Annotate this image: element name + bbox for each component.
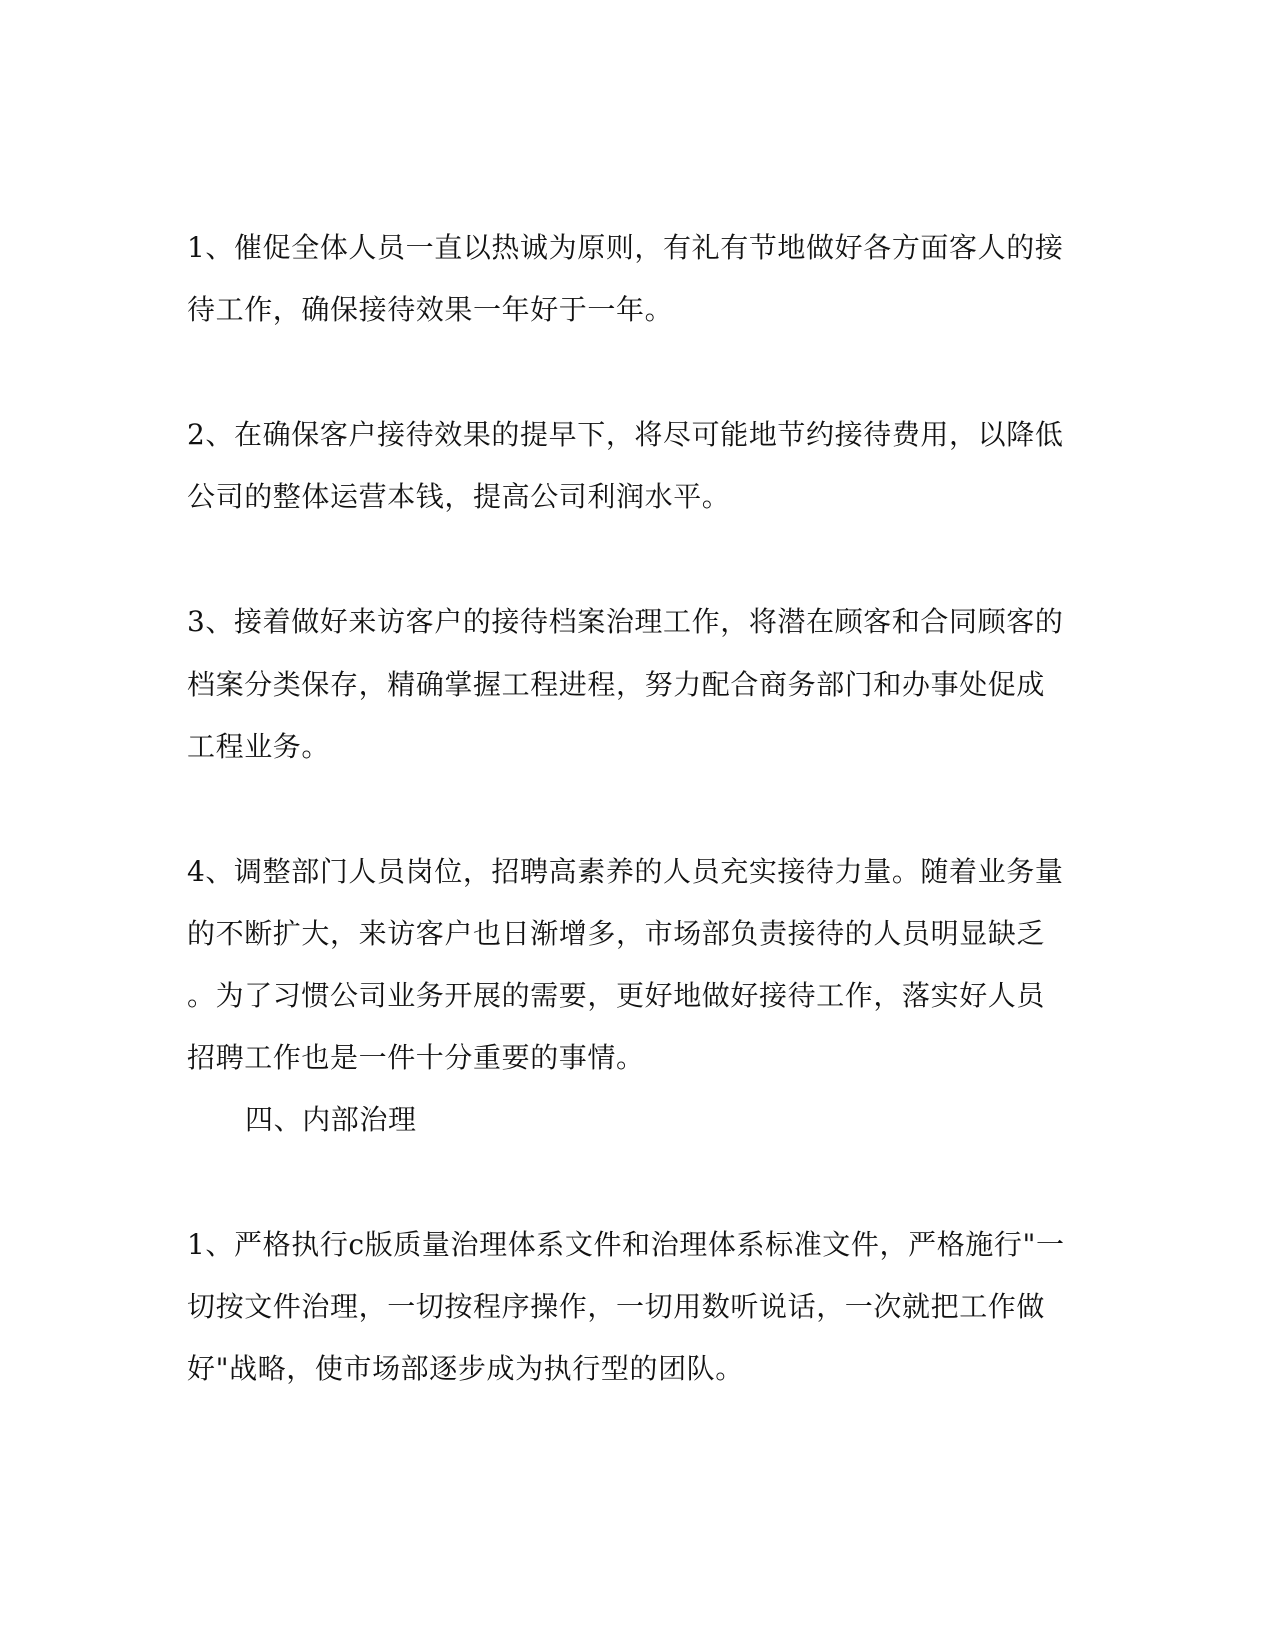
paragraph-4-line-2: 的不断扩大，来访客户也日渐增多，市场部负责接待的人员明显缺乏 bbox=[187, 917, 1046, 950]
section-paragraph-1-line-3: 好"战略，使市场部逐步成为执行型的团队。 bbox=[187, 1352, 744, 1385]
paragraph-2-line-2: 公司的整体运营本钱，提高公司利润水平。 bbox=[187, 480, 731, 513]
paragraph-3-line-1: 3、接着做好来访客户的接待档案治理工作，将潜在顾客和合同顾客的 bbox=[187, 605, 1064, 638]
paragraph-3-line-2: 档案分类保存，精确掌握工程进程，努力配合商务部门和办事处促成 bbox=[187, 668, 1046, 701]
paragraph-3-line-3: 工程业务。 bbox=[187, 730, 331, 763]
paragraph-1-line-1: 1、催促全体人员一直以热诚为原则，有礼有节地做好各方面客人的接 bbox=[187, 231, 1064, 264]
paragraph-4-line-4: 招聘工作也是一件十分重要的事情。 bbox=[187, 1041, 645, 1074]
section-paragraph-1-line-1: 1、严格执行c版质量治理体系文件和治理体系标准文件，严格施行"一 bbox=[187, 1228, 1065, 1261]
paragraph-2-line-1: 2、在确保客户接待效果的提早下，将尽可能地节约接待费用，以降低 bbox=[187, 418, 1064, 451]
section-paragraph-1-line-2: 切按文件治理，一切按程序操作，一切用数听说话，一次就把工作做 bbox=[187, 1290, 1046, 1323]
section-heading: 四、内部治理 bbox=[245, 1103, 417, 1136]
paragraph-4-line-1: 4、调整部门人员岗位，招聘高素养的人员充实接待力量。随着业务量 bbox=[187, 855, 1064, 888]
paragraph-1-line-2: 待工作，确保接待效果一年好于一年。 bbox=[187, 293, 674, 326]
paragraph-4-line-3: 。为了习惯公司业务开展的需要，更好地做好接待工作，落实好人员 bbox=[187, 979, 1046, 1012]
